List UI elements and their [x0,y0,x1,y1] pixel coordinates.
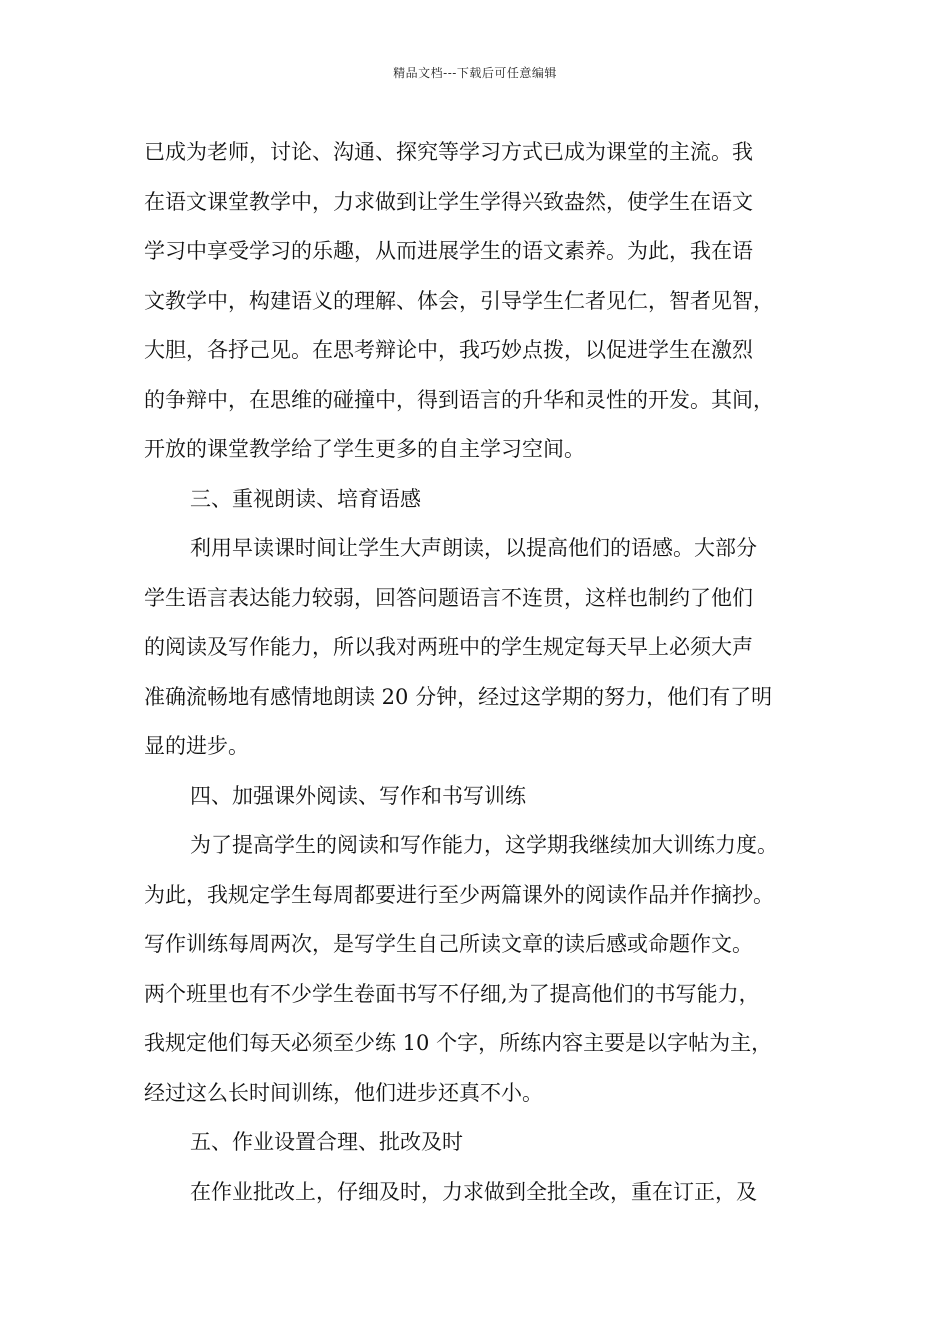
text-line: 准确流畅地有感情地朗读 20 分钟，经过这学期的努力，他们有了明 [144,684,773,709]
text-line: 我规定他们每天必须至少练 10 个字，所练内容主要是以字帖为主， [144,1031,773,1055]
text-line: 的争辩中，在思维的碰撞中，得到语言的升华和灵性的开发。其间， [144,387,774,412]
text-line: 为此，我规定学生每周都要进行至少两篇课外的阅读作品并作摘抄。 [144,882,774,907]
text-line: 写作训练每周两次，是写学生自己所读文章的读后感或命题作文。 [144,932,753,956]
text-line: 文教学中，构建语义的理解、体会，引导学生仁者见仁，智者见智， [144,288,774,313]
text-line: 学生语言表达能力较弱，回答问题语言不连贯，这样也制约了他们 [144,585,753,610]
text-line: 在作业批改上，仔细及时，力求做到全批全改，重在订正，及 [190,1179,757,1204]
text-line: 学习中享受学习的乐趣，从而进展学生的语文素养。为此，我在语 [144,239,753,263]
text-line: 利用早读课时间让学生大声朗读，以提高他们的语感。大部分 [190,536,757,560]
text-line: 开放的课堂教学给了学生更多的自主学习空间。 [144,437,585,461]
text-line: 显的进步。 [144,734,249,758]
text-line: 四、加强课外阅读、写作和书写训练 [190,783,526,808]
text-line: 的阅读及写作能力，所以我对两班中的学生规定每天早上必须大声 [144,635,753,659]
text-line: 五、作业设置合理、批改及时 [190,1130,463,1154]
document-body [144,128,820,1217]
page-header: 精品文档---下载后可任意编辑 [393,66,557,80]
text-line: 已成为老师，讨论、沟通、探究等学习方式已成为课堂的主流。我 [144,140,753,164]
text-line: 经过这么长时间训练，他们进步还真不小。 [144,1080,543,1105]
text-line: 两个班里也有不少学生卷面书写不仔细,为了提高他们的书写能力， [144,981,760,1006]
text-line: 大胆，各抒己见。在思考辩论中，我巧妙点拨，以促进学生在激烈 [144,338,753,362]
text-line: 为了提高学生的阅读和写作能力，这学期我继续加大训练力度。 [190,833,778,857]
text-line: 三、重视朗读、培育语感 [190,486,421,511]
text-line: 在语文课堂教学中，力求做到让学生学得兴致盎然，使学生在语文 [144,189,753,214]
